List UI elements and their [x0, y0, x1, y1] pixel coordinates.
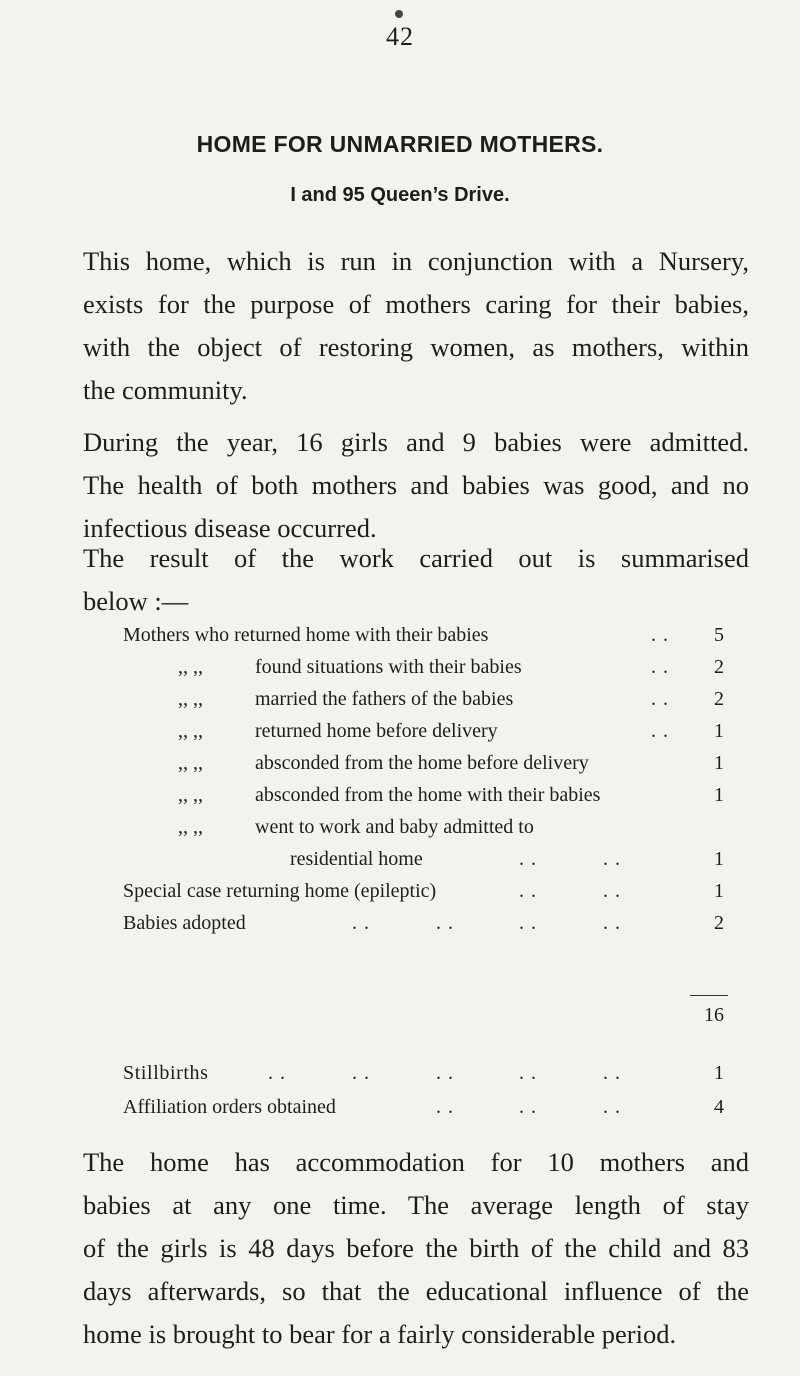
table-row	[0, 716, 800, 746]
row-value: 2	[714, 912, 724, 934]
row-value: 1	[714, 880, 724, 902]
ditto-mark: ,, ,,	[178, 688, 203, 710]
dot-leader: . .	[603, 912, 621, 934]
dot-leader: . .	[519, 848, 537, 870]
accommodation-paragraph	[83, 1141, 749, 1356]
ditto-mark: ,, ,,	[178, 720, 203, 742]
ditto-mark: ,, ,,	[178, 656, 203, 678]
dot-leader: . .	[519, 1096, 537, 1118]
row-label: Affiliation orders obtained	[123, 1096, 336, 1118]
table-row	[0, 684, 800, 714]
row-label: Mothers who returned home with their babies	[123, 624, 489, 646]
ditto-mark: ,, ,,	[178, 752, 203, 774]
row-value: 2	[714, 656, 724, 678]
ditto-mark: ,, ,,	[178, 784, 203, 806]
row-label: Babies adopted	[123, 912, 246, 934]
dot-leader: . .	[519, 912, 537, 934]
row-value: 1	[714, 720, 724, 742]
dot-leader: . .	[519, 1062, 537, 1084]
dot-leader: . .	[651, 720, 669, 742]
row-label: residential home	[290, 848, 423, 870]
paragraph-line: During the year, 16 girls and 9 babies were admitted.	[83, 427, 749, 457]
table-row	[0, 908, 800, 938]
table-row	[0, 748, 800, 778]
row-label: married the fathers of the babies	[255, 688, 514, 710]
row-value: 1	[714, 784, 724, 806]
table-row	[0, 620, 800, 650]
dot-leader: . .	[436, 1096, 454, 1118]
paragraph-line: below :—	[83, 586, 189, 616]
admissions-paragraph	[83, 421, 749, 550]
paragraph-line: This home, which is run in conjunction with a Nursery,	[83, 246, 749, 276]
total-value: 16	[704, 1004, 724, 1026]
dot-leader: . .	[651, 656, 669, 678]
dot-leader: . .	[268, 1062, 286, 1084]
paragraph-line: days afterwards, so that the educational influence of the	[83, 1276, 749, 1306]
table-row	[0, 844, 800, 874]
paragraph-line: infectious disease occurred.	[83, 513, 377, 543]
paragraph-line: The result of the work carried out is summarised	[83, 543, 749, 573]
row-value: 1	[714, 848, 724, 870]
dot-leader: . .	[603, 880, 621, 902]
table-row	[0, 876, 800, 906]
table-row	[0, 652, 800, 682]
ditto-mark: ,, ,,	[178, 816, 203, 838]
paragraph-line: with the object of restoring women, as mothers, within	[83, 332, 749, 362]
total-rule	[690, 995, 728, 996]
dot-leader: . .	[603, 1062, 621, 1084]
dot-leader: . .	[603, 848, 621, 870]
total-row	[0, 1000, 800, 1030]
row-value: 2	[714, 688, 724, 710]
row-label: absconded from the home before delivery	[255, 752, 589, 774]
row-label: found situations with their babies	[255, 656, 522, 678]
section-heading: HOME FOR UNMARRIED MOTHERS.	[196, 131, 604, 157]
ink-dot	[395, 10, 403, 18]
dot-leader: . .	[651, 688, 669, 710]
row-label: returned home before delivery	[255, 720, 498, 742]
dot-leader: . .	[352, 912, 370, 934]
dot-leader: . .	[519, 880, 537, 902]
intro-paragraph	[83, 240, 749, 412]
row-value: 5	[714, 624, 724, 646]
paragraph-line: the community.	[83, 375, 248, 405]
row-label: Special case returning home (epileptic)	[123, 880, 437, 902]
page-number: 42	[386, 22, 414, 51]
row-value: 1	[714, 1062, 724, 1084]
paragraph-line: The home has accommodation for 10 mothers and	[83, 1147, 749, 1177]
dot-leader: . .	[352, 1062, 370, 1084]
dot-leader: . .	[651, 624, 669, 646]
dot-leader: . .	[436, 912, 454, 934]
paragraph-line: exists for the purpose of mothers caring for their babies,	[83, 289, 749, 319]
row-value: 4	[714, 1096, 724, 1118]
paragraph-line: babies at any one time. The average length of stay	[83, 1190, 749, 1220]
row-label: absconded from the home with their babies	[255, 784, 601, 806]
paragraph-line: The health of both mothers and babies was good, and no	[83, 470, 749, 500]
dot-leader: . .	[603, 1096, 621, 1118]
row-label: went to work and baby admitted to	[255, 816, 534, 838]
table-row	[0, 1058, 800, 1088]
dot-leader: . .	[436, 1062, 454, 1084]
result-paragraph	[83, 537, 749, 623]
table-row	[0, 812, 800, 842]
row-label: Stillbirths	[123, 1062, 209, 1084]
table-row	[0, 780, 800, 810]
paragraph-line: home is brought to bear for a fairly considerable period.	[83, 1319, 677, 1349]
address-subheading: I and 95 Queen’s Drive.	[290, 184, 510, 206]
row-value: 1	[714, 752, 724, 774]
table-row	[0, 1092, 800, 1122]
paragraph-line: of the girls is 48 days before the birth of the child and 83	[83, 1233, 749, 1263]
